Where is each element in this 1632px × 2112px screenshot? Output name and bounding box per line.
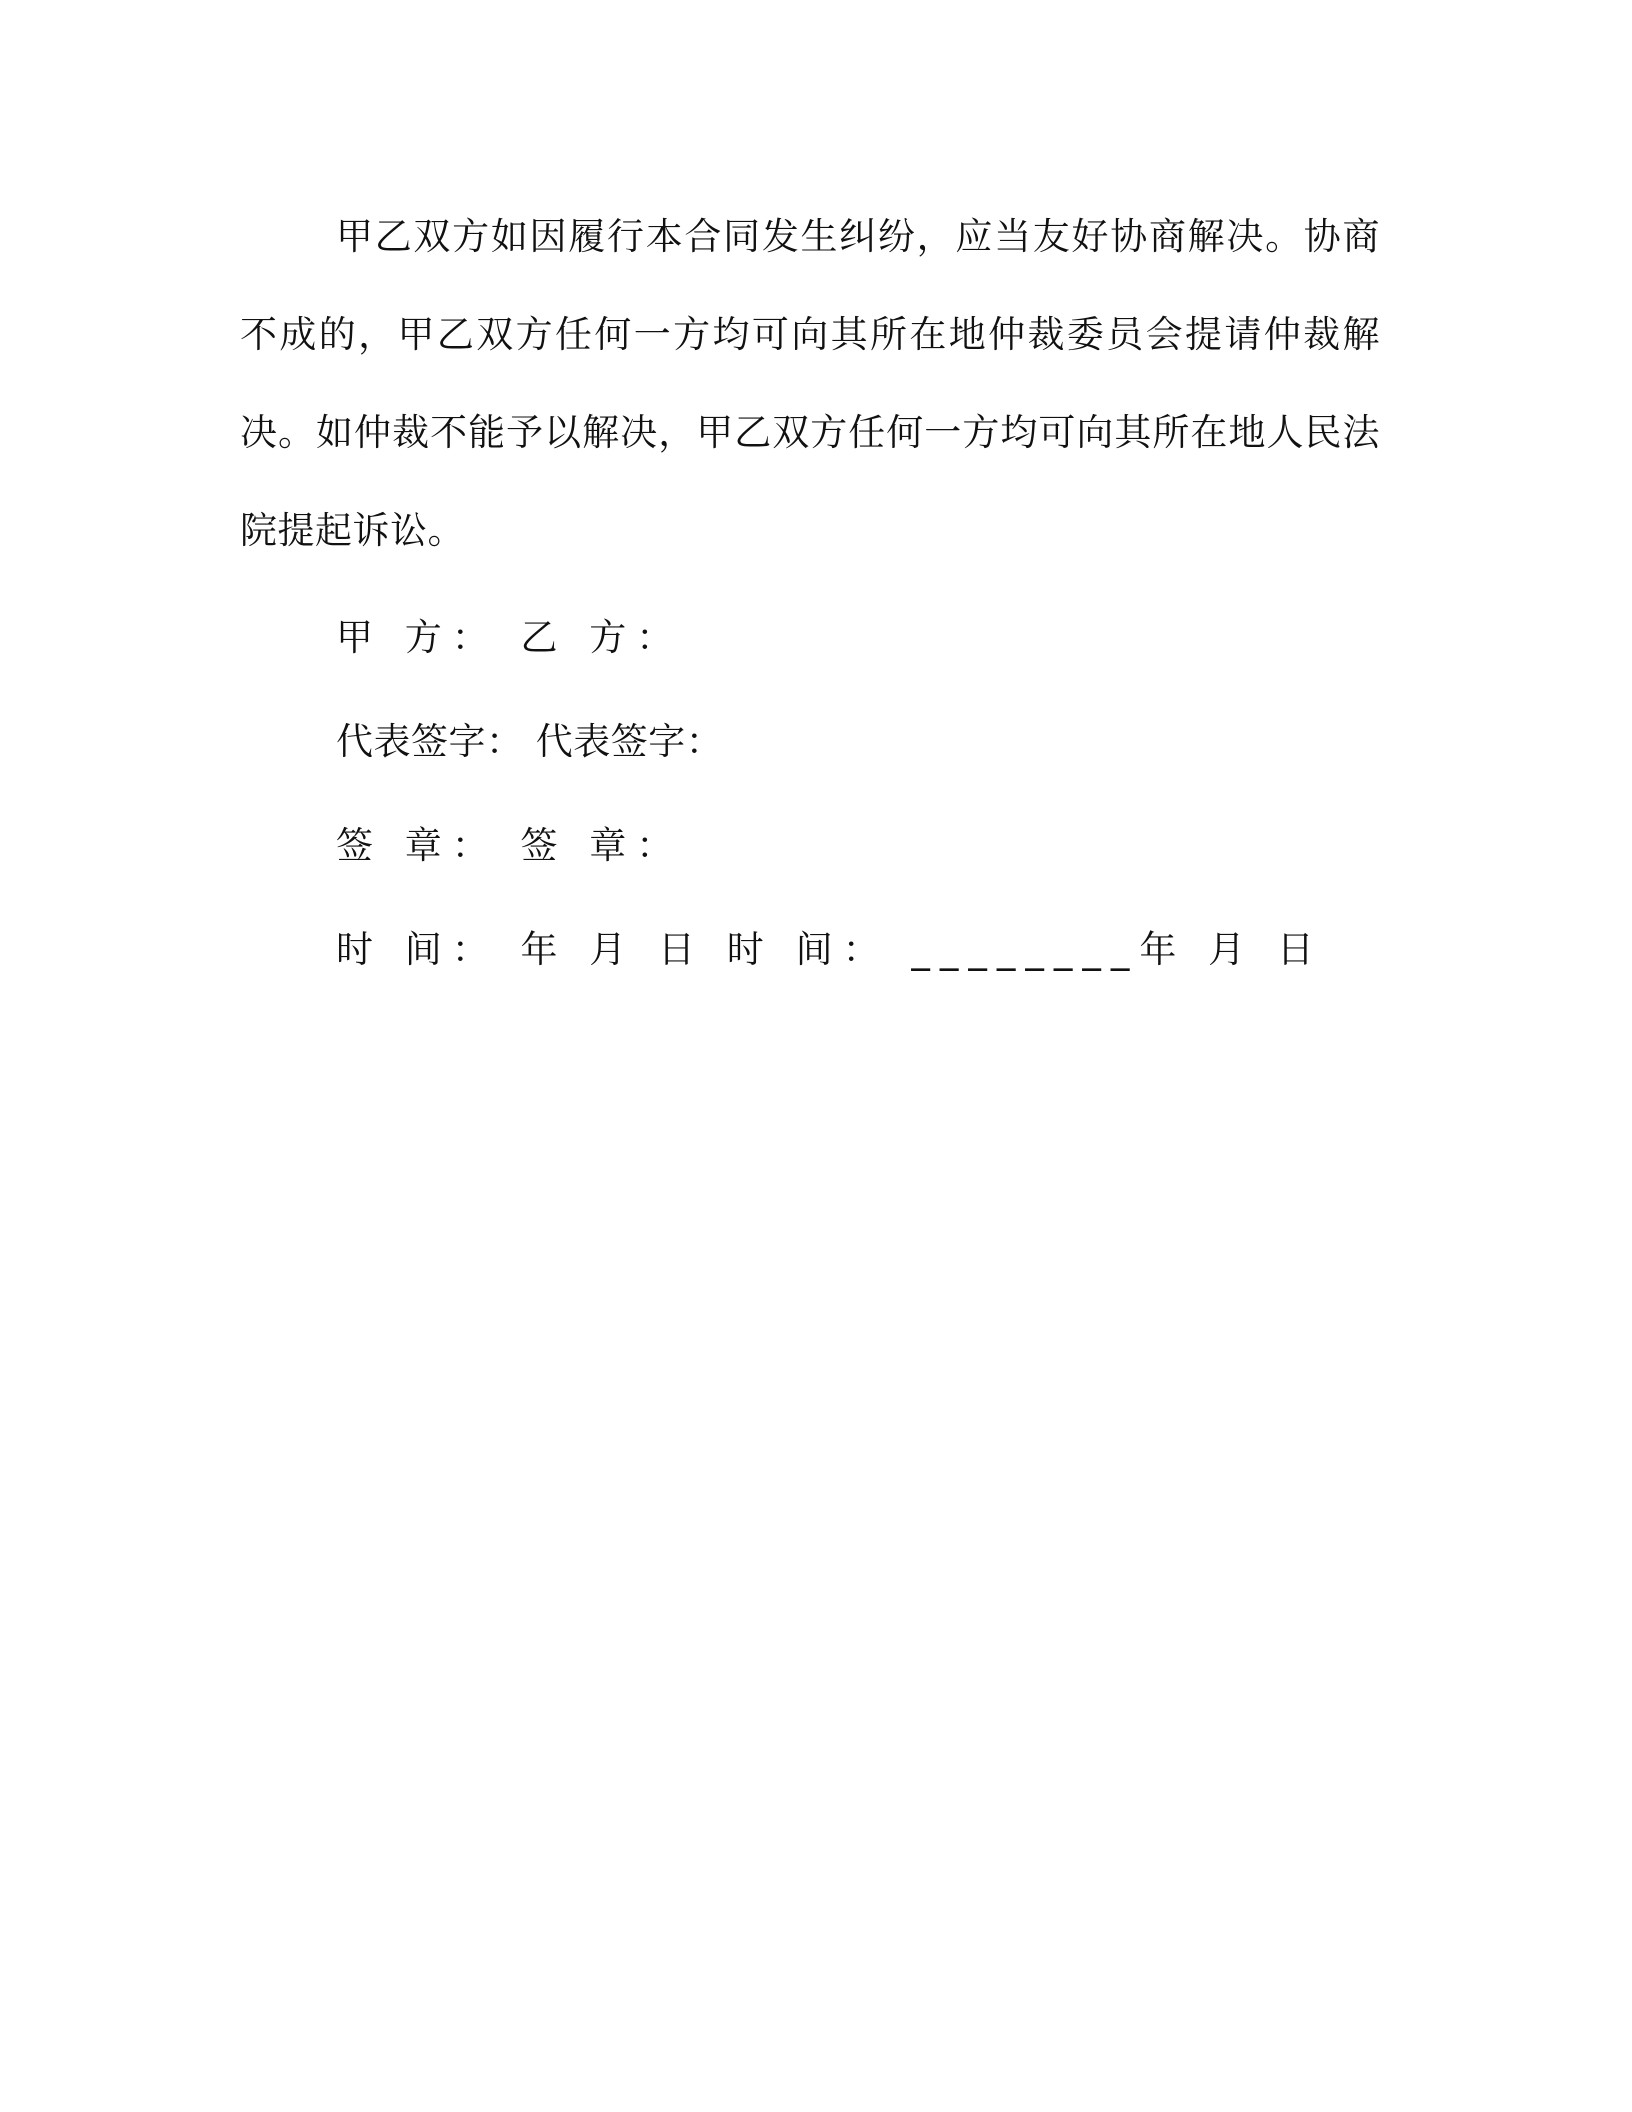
representative-signature-line: 代表签字： 代表签字：: [336, 720, 724, 763]
document-body: [240, 188, 1380, 1002]
date-line: 时 间： 年 月 日 时 间： ________年 月 日: [336, 928, 1324, 971]
seal-line: 签 章： 签 章：: [336, 824, 684, 867]
party-line: 甲 方： 乙 方：: [336, 616, 684, 659]
dispute-resolution-paragraph: 甲乙双方如因履行本合同发生纠纷，应当友好协商解决。协商不成的，甲乙双方任何一方均可向其所在地仲裁委员会提请仲裁解决。如仲裁不能予以解决，甲乙双方任何一方均可向其所在地人民法院提起诉讼。: [240, 215, 1380, 552]
